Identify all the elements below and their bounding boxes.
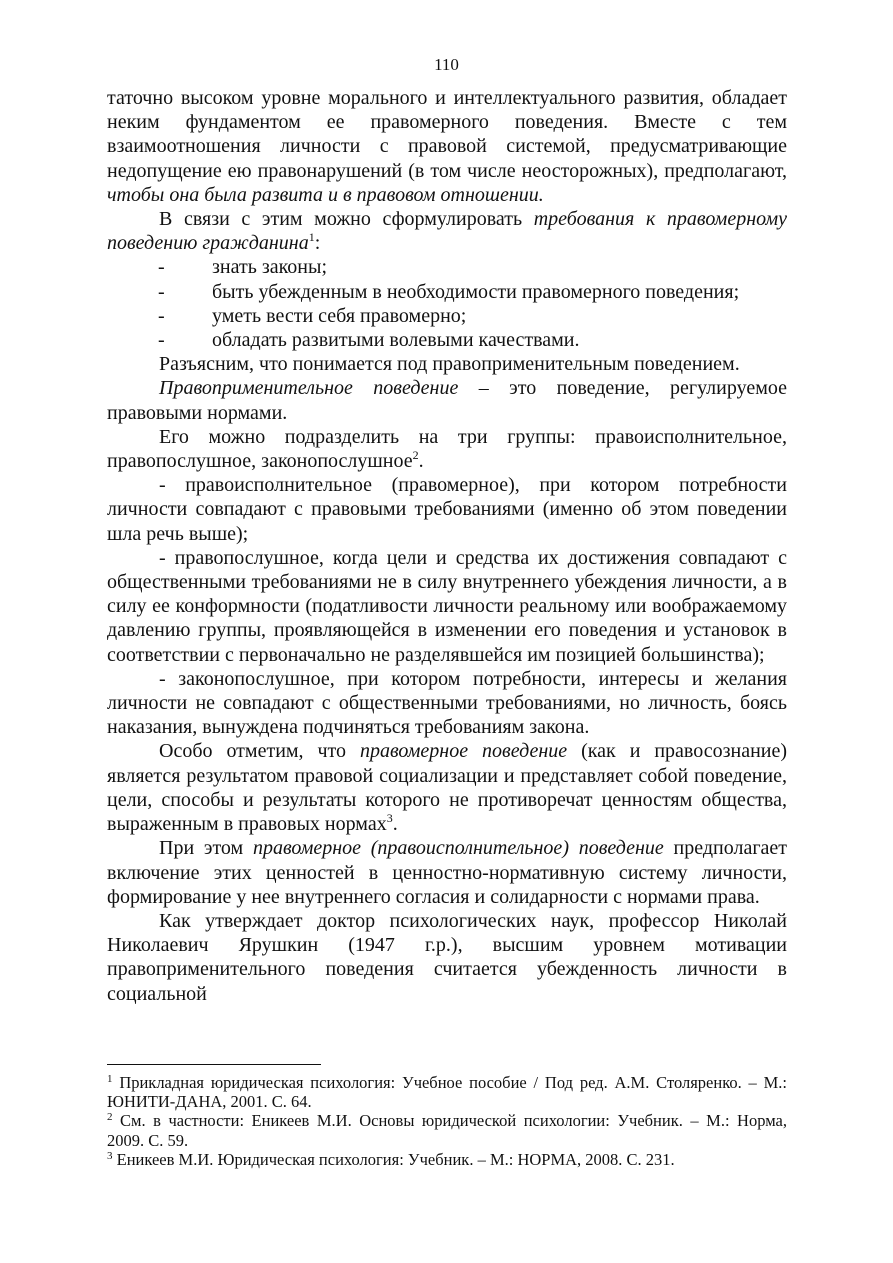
dash-marker: -	[159, 474, 166, 497]
page-number: 110	[434, 55, 459, 74]
paragraph-2: В связи с этим можно сформулировать требования к правомерному поведению гражданина$^1$:	[107, 208, 787, 255]
paragraph-5: Его можно подразделить на три группы: правоисполнительное, правопослушное, законопослушное$^2$.	[107, 425, 787, 473]
dash-marker: -	[158, 280, 165, 303]
list-item: - обладать развитыми волевыми качествами.	[158, 329, 580, 352]
italic-term: правомерное поведение	[359, 740, 568, 763]
dash-marker: -	[158, 304, 165, 327]
list-item: - уметь вести себя правомерно;	[158, 304, 467, 327]
dash-marker: -	[158, 329, 165, 352]
list-item: - знать законы;	[158, 256, 327, 279]
italic-phrase: чтобы она была развита и в правовом отношении.	[107, 183, 544, 206]
dash-marker: -	[159, 546, 166, 569]
paragraph-4: Правоприменительное поведение – это поведение, регулируемое правовыми нормами.	[107, 377, 787, 424]
footnotes	[107, 1073, 787, 1169]
dash-marker: -	[158, 256, 165, 279]
main-text	[107, 86, 787, 1006]
dash-marker: -	[159, 667, 166, 690]
paragraph-8: - законопослушное, при котором потребности, интересы и желания личности не совпадают с общественными требованиями, но личность, боясь наказания, вынуждена подчиняться требованиям закона.	[107, 667, 788, 739]
paragraph-9: Особо отметим, что правомерное поведение (как и правосознание) является результатом правовой социализации и представляет собой поведение, цели, способы и результаты которого не противоречат ценностям общества, выраженным в правовых нормах$^3$.	[107, 740, 788, 836]
paragraph-1: таточно высоком уровне морального и интеллектуального развития, обладает неким фундаментом ее правомерного поведения. Вместе с тем взаимоотношения личности с правовой системой, предусматривающие недопущение ею правонарушений (в том числе неосторожных), предполагают, чтобы она была развита и в правовом отношении.	[107, 87, 787, 206]
italic-term: Правоприменительное поведение	[159, 377, 459, 400]
paragraph-11: Как утверждает доктор психологических наук, профессор Николай Николаевич Ярушкин (1947 г.р.), высшим уровнем мотивации правоприменительного поведения считается убежденность личности в социальной	[107, 909, 787, 1005]
paragraph-10: При этом правомерное (правоисполнительное) поведение предполагает включение этих ценностей в ценностно-нормативную систему личности, формирование у нее внутреннего согласия и солидарности с нормами права.	[107, 837, 788, 908]
footnote-number: 3	[107, 1149, 113, 1162]
paragraph-6: - правоисполнительное (правомерное), при котором потребности личности совпадают с правовыми требованиями (именно об этом поведении шла речь выше);	[107, 474, 787, 545]
paragraph-3: Разъясним, что понимается под правоприменительным поведением.	[159, 353, 740, 376]
list-item: - быть убежденным в необходимости правомерного поведения;	[158, 280, 740, 303]
footnote-number: 1	[107, 1073, 113, 1085]
footnote-3: $^3$ Еникеев М.И. Юридическая психология: Учебник. – М.: НОРМА, 2008. С. 231.	[107, 1149, 675, 1169]
footnote-ref-3: 3	[386, 811, 393, 826]
footnote-1: $^1$ Прикладная юридическая психология: Учебное пособие / Под ред. А.М. Столяренко. – М.: ЮНИТИ-ДАНА, 2001. С. 64.	[107, 1073, 787, 1112]
footnote-ref-2: 2	[412, 448, 419, 463]
footnote-divider	[107, 1064, 321, 1065]
paragraph-7: - правопослушное, когда цели и средства их достижения совпадают с общественными требованиями не в силу внутреннего убеждения личности, а в силу ее конформности (податливости личности реальному или воображаемому давлению группы, проявляющейся в изменении его поведения и установок в соответствии с первоначально не разделявшейся им позицией большинства);	[107, 546, 788, 666]
footnote-number: 2	[107, 1111, 113, 1124]
italic-term: правомерное (правоисполнительное) поведение	[252, 837, 664, 860]
footnote-2: $^2$ См. в частности: Еникеев М.И. Основы юридической психологии: Учебник. – М.: Норма, 2009. С. 59.	[107, 1111, 788, 1150]
italic-phrase: требования к правомерному поведению гражданина	[107, 208, 787, 255]
footnote-ref-1: 1	[308, 230, 315, 245]
